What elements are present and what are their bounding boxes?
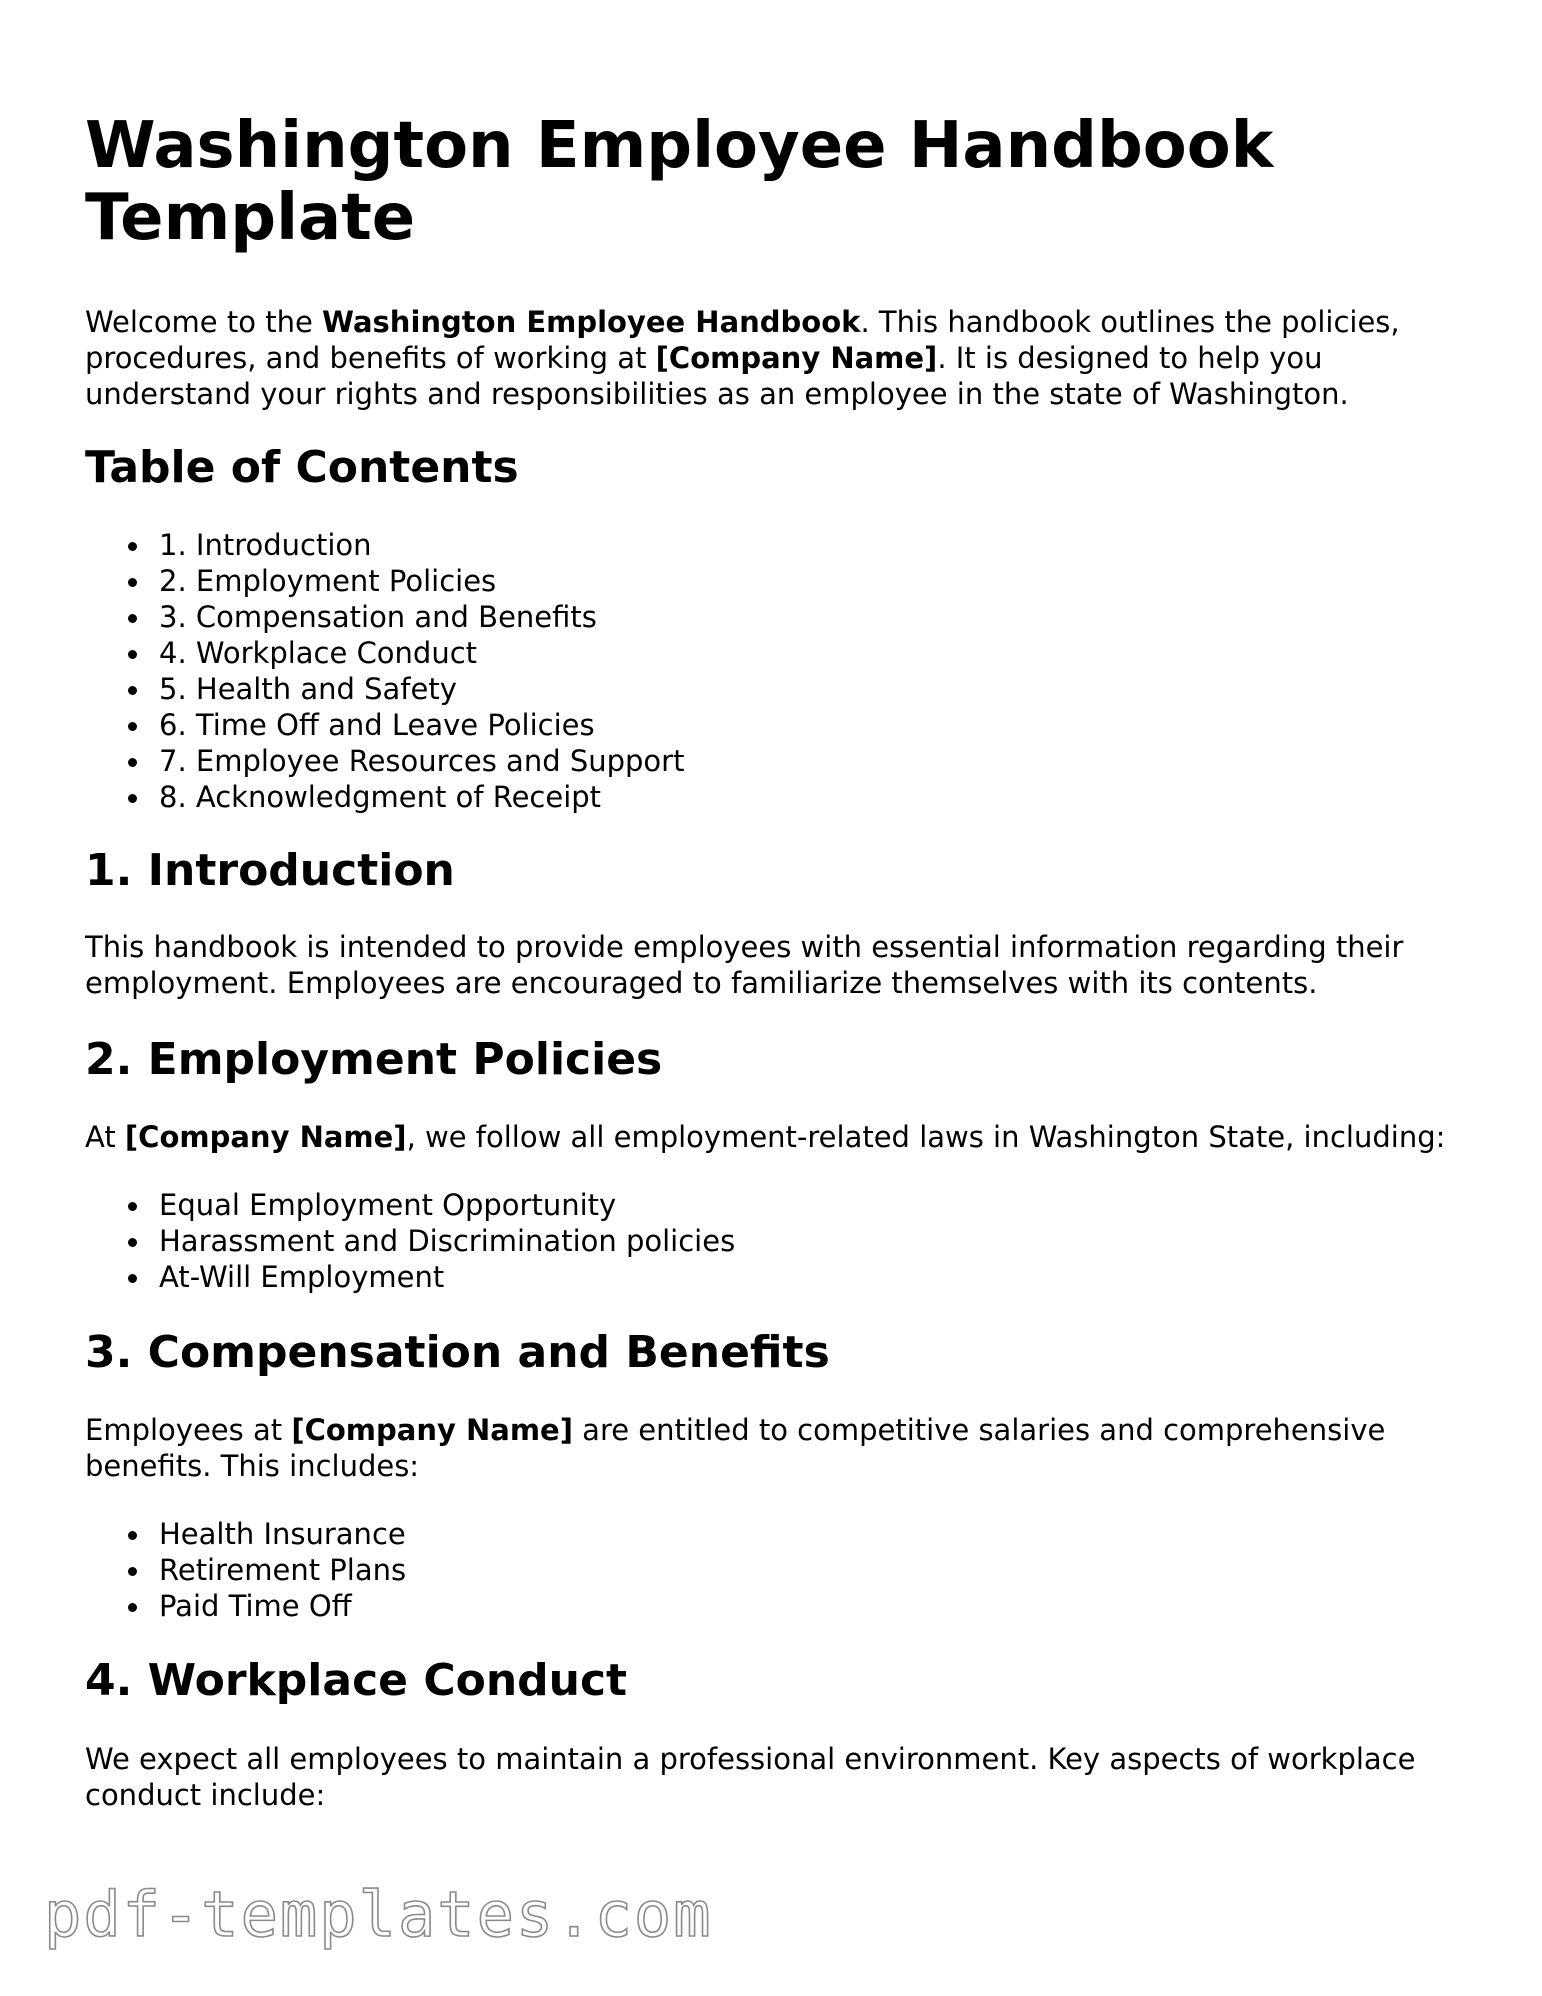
toc-list — [85, 527, 1465, 815]
list-item: Health Insurance — [125, 1516, 1465, 1552]
document-page — [85, 0, 1465, 1813]
section-text-workplace-conduct: We expect all employees to maintain a professional environment. Key aspects of workplace conduct include: — [85, 1742, 1416, 1812]
toc-item: 7. Employee Resources and Support — [125, 743, 1465, 779]
intro-text-2: . This handbook outlines the policies, procedures, and benefits of working at — [85, 305, 1400, 375]
section2-text-2: , we follow all employment-related laws in Washington State, including: — [406, 1120, 1446, 1154]
document-title: Washington Employee Handbook Template — [85, 109, 1274, 255]
employment-policies-list — [85, 1187, 1465, 1295]
section-text-employment-policies — [85, 1119, 1465, 1155]
toc-item: 6. Time Off and Leave Policies — [125, 707, 1465, 743]
toc-item: 4. Workplace Conduct — [125, 635, 1465, 671]
list-item: Equal Employment Opportunity — [125, 1187, 1465, 1223]
intro-bold-handbook: Washington Employee Handbook — [322, 305, 861, 339]
intro-paragraph — [85, 304, 1465, 412]
intro-text-1: Welcome to the — [85, 305, 323, 339]
list-item: Retirement Plans — [125, 1552, 1465, 1588]
section3-text-1: Employees at — [85, 1413, 292, 1447]
toc-item: 2. Employment Policies — [125, 563, 1465, 599]
toc-item: 1. Introduction — [125, 527, 1465, 563]
section2-text-1: At — [85, 1120, 125, 1154]
benefits-list — [85, 1516, 1465, 1624]
list-item: At-Will Employment — [125, 1259, 1465, 1295]
intro-text-3: . It is designed to help you understand your rights and responsibilities as an employee in the state of Washington. — [85, 341, 1349, 411]
toc-item: 5. Health and Safety — [125, 671, 1465, 707]
watermark-logo: pdf-templates.com — [44, 1878, 713, 1951]
section-heading-compensation: 3. Compensation and Benefits — [85, 1327, 830, 1378]
list-item: Paid Time Off — [125, 1588, 1465, 1624]
section3-bold-company: [Company Name] — [291, 1413, 573, 1447]
section-heading-introduction: 1. Introduction — [85, 845, 455, 896]
section3-text-2: are entitled to competitive salaries and comprehensive benefits. This includes: — [85, 1413, 1386, 1483]
toc-item: 8. Acknowledgment of Receipt — [125, 779, 1465, 815]
list-item: Harassment and Discrimination policies — [125, 1223, 1465, 1259]
toc-heading: Table of Contents — [85, 442, 519, 493]
section-text-compensation — [85, 1412, 1465, 1484]
toc-item: 3. Compensation and Benefits — [125, 599, 1465, 635]
section2-bold-company: [Company Name] — [124, 1120, 407, 1154]
section-text-introduction: This handbook is intended to provide employees with essential information regarding their employment. Employees are encouraged to familiarize themselves with its contents. — [85, 930, 1404, 1000]
intro-bold-company: [Company Name] — [655, 341, 938, 375]
section-heading-employment-policies: 2. Employment Policies — [85, 1034, 663, 1085]
section-heading-workplace-conduct: 4. Workplace Conduct — [85, 1655, 628, 1706]
